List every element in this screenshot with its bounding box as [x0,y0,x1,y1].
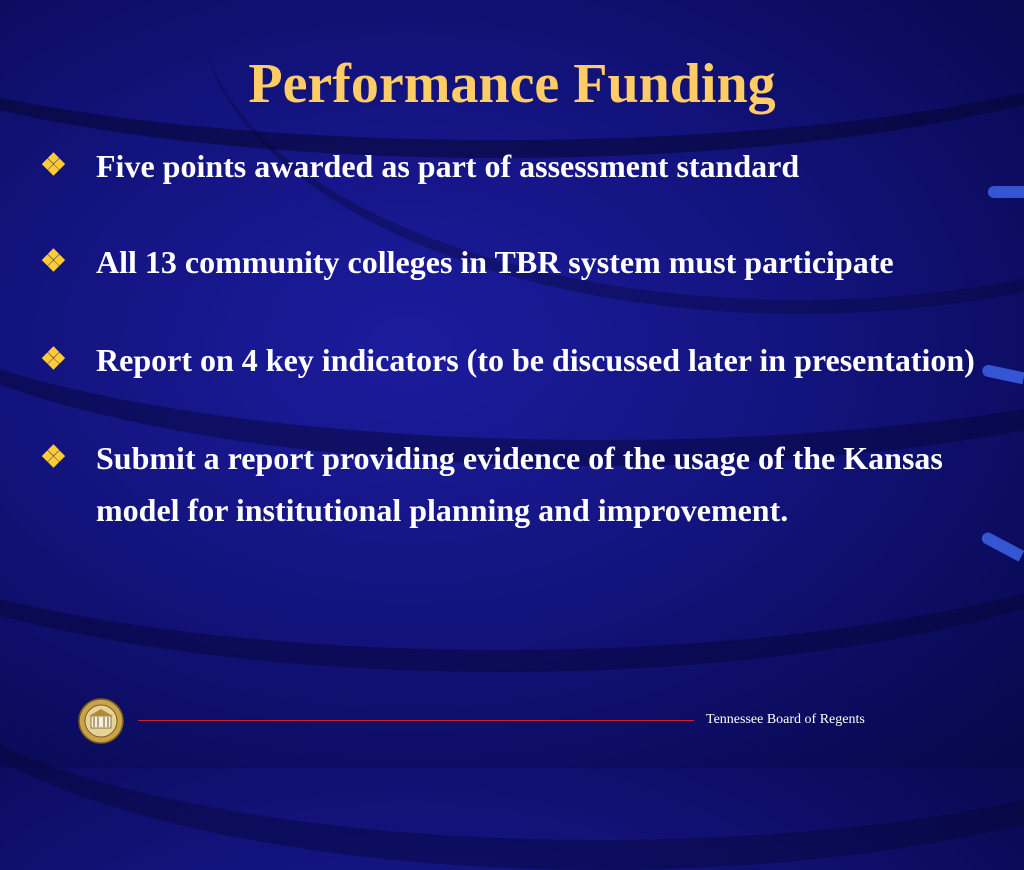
bullet-list [40,140,990,582]
bullet-text: Five points awarded as part of assessment standard [96,148,800,184]
bullet-item [40,334,990,386]
slide-title: Performance Funding [248,53,776,115]
tbr-seal-icon [78,698,124,744]
bullet-item [40,236,990,288]
edge-decoration [988,186,1024,198]
diamond-bullet-icon: ❖ [40,343,67,376]
footer-divider [138,720,694,721]
bullet-text: All 13 community colleges in TBR system must participate [96,244,894,280]
bullet-text: Submit a report providing evidence of the usage of the Kansas model for institutional planning and improvement. [96,440,943,528]
diamond-bullet-icon: ❖ [40,441,67,474]
bullet-text: Report on 4 key indicators (to be discussed later in presentation) [96,342,975,378]
diamond-bullet-icon: ❖ [40,149,67,182]
diamond-bullet-icon: ❖ [40,245,67,278]
bullet-item [40,432,990,536]
footer-organization: Tennessee Board of Regents [706,712,865,727]
bullet-item [40,140,990,192]
